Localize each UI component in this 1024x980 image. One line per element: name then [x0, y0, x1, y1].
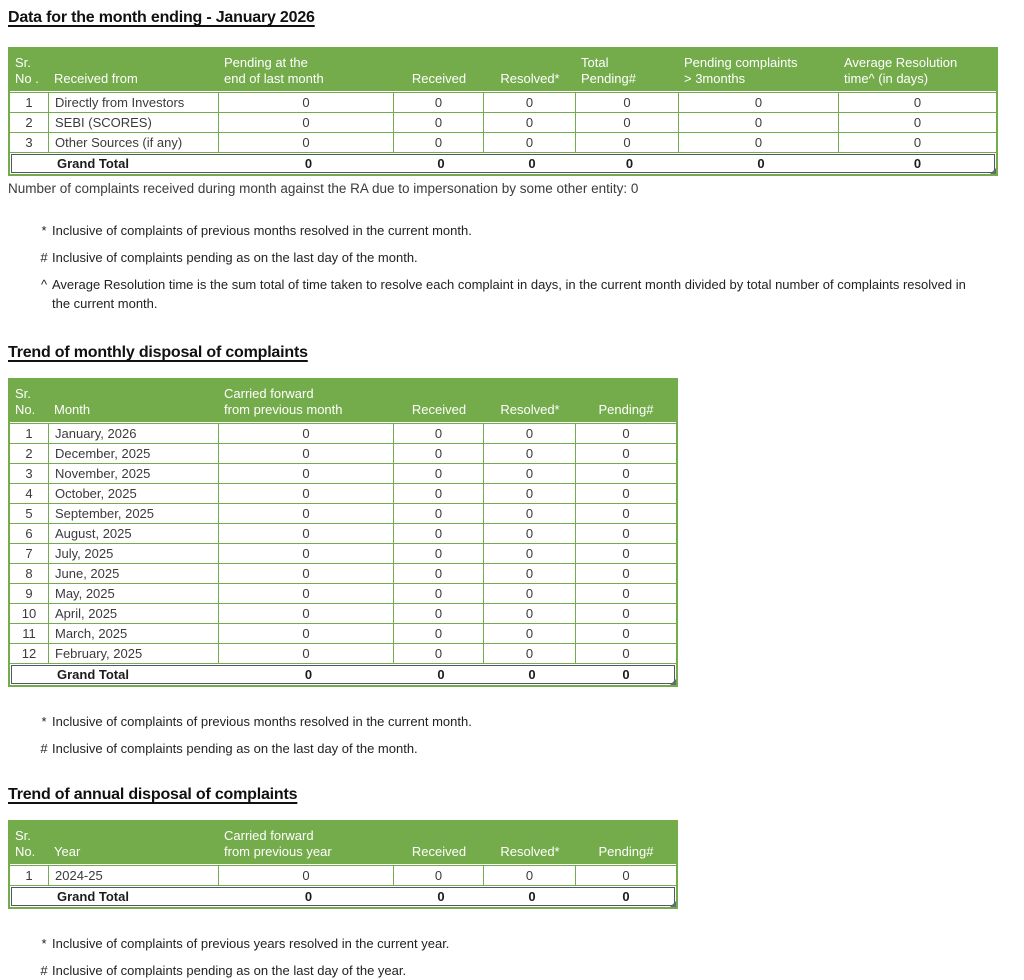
footnote-text: Inclusive of complaints pending as on the last day of the year.	[52, 963, 407, 978]
table-body	[10, 92, 996, 153]
table-cell: 0	[622, 646, 630, 661]
table-cell: 0	[622, 566, 630, 581]
table-header-row	[10, 380, 676, 422]
grand-total-value: 0	[528, 666, 536, 682]
table-body	[10, 423, 676, 664]
grand-total-label: Grand Total	[57, 155, 129, 171]
table-cell: SEBI (SCORES)	[49, 113, 219, 132]
table-row	[10, 464, 676, 484]
grand-total-row	[11, 665, 675, 684]
table-row	[10, 424, 676, 444]
footnote	[38, 275, 1016, 313]
table-row	[10, 584, 676, 604]
table-cell: 0	[394, 624, 484, 643]
table-row	[10, 644, 676, 664]
table-cell: 0	[484, 524, 576, 543]
table-row	[10, 504, 676, 524]
table-cell: 0	[576, 133, 679, 152]
table-cell: September, 2025	[49, 504, 219, 523]
table-cell: 0	[484, 504, 576, 523]
grand-total-value: 0	[622, 888, 630, 904]
table-cell: February, 2025	[49, 644, 219, 663]
table-cell: July, 2025	[49, 544, 219, 563]
grand-total-value: 0	[304, 666, 313, 682]
section-annual-trend	[8, 786, 1016, 980]
table-cell: 0	[219, 644, 394, 663]
monthly-trend-title: Trend of monthly disposal of complaints	[8, 344, 308, 361]
table-cell: 1	[10, 866, 49, 885]
footnote-marker: *	[41, 223, 47, 238]
table-cell: October, 2025	[49, 484, 219, 503]
grand-total-value: 0	[625, 155, 634, 171]
table-cell: 0	[484, 604, 576, 623]
table-cell: 0	[622, 546, 630, 561]
column-header-received-from: Received from	[54, 71, 138, 86]
corner-shadow-icon	[670, 679, 676, 685]
table-cell: 0	[484, 133, 576, 152]
table-cell: 0	[484, 584, 576, 603]
footnote	[38, 934, 1016, 953]
table-cell: 1	[10, 424, 49, 443]
table-cell: 0	[219, 604, 394, 623]
table-cell: 0	[394, 584, 484, 603]
column-header-sr-no: Sr. No .	[15, 55, 39, 86]
annual-trend-table	[8, 820, 678, 909]
table-row	[10, 484, 676, 504]
footnote	[38, 712, 1016, 731]
table-cell: 0	[219, 866, 394, 885]
table-cell: 12	[10, 644, 49, 663]
footnote-marker: #	[40, 250, 48, 265]
table-row	[10, 564, 676, 584]
column-header-pending-last-month: Pending at the end of last month	[224, 55, 324, 86]
grand-total-value: 0	[622, 666, 630, 682]
column-header-sr-no: Sr. No.	[15, 828, 36, 859]
footnote-marker: #	[40, 963, 48, 978]
table-cell: 0	[622, 626, 630, 641]
section-monthly-trend	[8, 344, 1016, 758]
table-cell: 0	[219, 524, 394, 543]
corner-shadow-icon	[670, 901, 676, 907]
grand-total-row	[11, 887, 675, 906]
column-header-resolved: Resolved*	[500, 402, 560, 417]
table-cell: 0	[219, 624, 394, 643]
footnote	[38, 221, 1016, 240]
footnotes-annual-trend	[38, 934, 1016, 980]
table-cell: 0	[484, 866, 576, 885]
table-row	[10, 524, 676, 544]
table-cell: 0	[576, 113, 679, 132]
table-cell: 0	[622, 466, 630, 481]
table-row	[10, 133, 996, 153]
table-cell: April, 2025	[49, 604, 219, 623]
footnote-text: Inclusive of complaints pending as on the last day of the month.	[52, 250, 418, 265]
table-cell: Directly from Investors	[49, 93, 219, 112]
table-cell: 0	[219, 424, 394, 443]
table-cell: 0	[219, 464, 394, 483]
table-cell: 0	[394, 504, 484, 523]
table-cell: 0	[484, 624, 576, 643]
table-cell: 0	[219, 564, 394, 583]
table-cell: 0	[219, 544, 394, 563]
table-body	[10, 865, 676, 886]
section-month-data	[8, 9, 1016, 313]
table-cell: 0	[484, 424, 576, 443]
table-row	[10, 624, 676, 644]
table-cell: 0	[394, 544, 484, 563]
column-header-carried-forward: Carried forward from previous year	[224, 828, 332, 859]
table-cell: May, 2025	[49, 584, 219, 603]
table-cell: 2024-25	[49, 866, 219, 885]
table-cell: 7	[10, 544, 49, 563]
column-header-total-pending: Total Pending#	[581, 55, 636, 86]
table-cell: 0	[219, 113, 394, 132]
column-header-pending: Pending#	[598, 844, 654, 859]
footnote-text: Inclusive of complaints of previous months resolved in the current month.	[52, 714, 472, 729]
table-cell: 0	[484, 93, 576, 112]
footnote	[38, 248, 1016, 267]
table-cell: 0	[679, 93, 839, 112]
table-cell: 0	[484, 484, 576, 503]
source-complaints-table	[8, 47, 998, 176]
table-cell: 0	[622, 526, 630, 541]
table-cell: 0	[219, 444, 394, 463]
table-cell: 0	[484, 544, 576, 563]
table-cell: 0	[622, 868, 630, 883]
grand-total-value: 0	[437, 888, 445, 904]
table-cell: 0	[219, 484, 394, 503]
grand-total-label: Grand Total	[57, 888, 129, 904]
grand-total-value: 0	[437, 666, 445, 682]
table-cell: 2	[10, 444, 49, 463]
grand-total-value: 0	[528, 888, 536, 904]
column-header-resolved: Resolved*	[500, 844, 560, 859]
footnotes-monthly-trend	[38, 712, 1016, 758]
column-header-received: Received	[411, 844, 467, 859]
table-cell: 2	[10, 113, 49, 132]
table-cell: 0	[622, 606, 630, 621]
column-header-sr-no: Sr. No.	[15, 386, 36, 417]
table-cell: 0	[394, 464, 484, 483]
grand-total-value: 0	[304, 155, 313, 171]
grand-total-value: 0	[913, 155, 922, 171]
grand-total-value: 0	[757, 155, 765, 171]
table-cell: 0	[622, 506, 630, 521]
table-cell: 6	[10, 524, 49, 543]
column-header-month: Month	[54, 402, 91, 417]
table-cell: 0	[913, 115, 922, 130]
table-header-row	[10, 49, 996, 91]
grand-total-value: 0	[437, 155, 445, 171]
footnotes-month-data	[38, 221, 1016, 313]
footnote-text: Inclusive of complaints pending as on the last day of the month.	[52, 741, 418, 756]
table-cell: 0	[394, 484, 484, 503]
table-cell: December, 2025	[49, 444, 219, 463]
table-cell: 0	[394, 564, 484, 583]
column-header-pending: Pending#	[598, 402, 654, 417]
table-cell: 0	[394, 93, 484, 112]
grand-total-row	[11, 154, 995, 173]
table-cell: 0	[913, 135, 922, 150]
table-cell: 0	[394, 133, 484, 152]
corner-shadow-icon	[990, 168, 996, 174]
table-cell: 0	[484, 644, 576, 663]
grand-total-value: 0	[528, 155, 536, 171]
table-cell: 11	[10, 624, 49, 643]
table-cell: 1	[10, 93, 49, 112]
table-cell: 0	[679, 113, 839, 132]
footnote-marker: ^	[40, 277, 48, 292]
table-cell: 0	[219, 504, 394, 523]
table-cell: June, 2025	[49, 564, 219, 583]
table-row	[10, 93, 996, 113]
footnote-marker: *	[41, 936, 47, 951]
table-cell: 3	[10, 133, 49, 152]
column-header-resolved: Resolved*	[500, 71, 560, 86]
annual-trend-title: Trend of annual disposal of complaints	[8, 786, 298, 803]
table-cell: 0	[394, 644, 484, 663]
table-header-row	[10, 822, 676, 864]
table-cell: 0	[219, 133, 394, 152]
column-header-pending-3months: Pending complaints > 3months	[684, 55, 798, 86]
footnote-text: Average Resolution time is the sum total of time taken to resolve each complaint in days, in the current month divided by total number of complaints resolved in the current month.	[52, 277, 966, 311]
table-cell: Other Sources (if any)	[49, 133, 219, 152]
column-header-avg-resolution: Average Resolution time^ (in days)	[844, 55, 958, 86]
table-cell: 3	[10, 464, 49, 483]
monthly-trend-table	[8, 378, 678, 687]
table-cell: 0	[394, 604, 484, 623]
table-cell: 0	[622, 486, 630, 501]
table-cell: 9	[10, 584, 49, 603]
footnote-text: Inclusive of complaints of previous years resolved in the current year.	[52, 936, 450, 951]
table-cell: 4	[10, 484, 49, 503]
table-cell: 0	[913, 95, 922, 110]
table-cell: 0	[219, 584, 394, 603]
table-cell: 0	[622, 426, 630, 441]
table-cell: 0	[394, 113, 484, 132]
table-cell: 0	[679, 133, 839, 152]
table-cell: 8	[10, 564, 49, 583]
column-header-received: Received	[411, 71, 467, 86]
table-cell: August, 2025	[49, 524, 219, 543]
grand-total-label: Grand Total	[57, 666, 129, 682]
table-cell: 5	[10, 504, 49, 523]
grand-total-value: 0	[304, 888, 313, 904]
table-cell: 0	[219, 93, 394, 112]
column-header-carried-forward: Carried forward from previous month	[224, 386, 343, 417]
impersonation-note: Number of complaints received during month against the RA due to impersonation by some other entity: 0	[8, 181, 639, 196]
table-cell: January, 2026	[49, 424, 219, 443]
footnote	[38, 961, 1016, 980]
footnote-marker: *	[41, 714, 47, 729]
table-row	[10, 866, 676, 886]
column-header-received: Received	[411, 402, 467, 417]
footnote-marker: #	[40, 741, 48, 756]
table-cell: 0	[622, 586, 630, 601]
table-cell: 0	[484, 113, 576, 132]
table-cell: November, 2025	[49, 464, 219, 483]
footnote	[38, 739, 1016, 758]
table-cell: 0	[394, 866, 484, 885]
table-cell: 0	[484, 564, 576, 583]
table-cell: 0	[484, 444, 576, 463]
table-row	[10, 113, 996, 133]
table-row	[10, 544, 676, 564]
table-cell: 10	[10, 604, 49, 623]
column-header-year: Year	[54, 844, 81, 859]
table-cell: 0	[576, 93, 679, 112]
footnote-text: Inclusive of complaints of previous months resolved in the current month.	[52, 223, 472, 238]
table-cell: 0	[394, 444, 484, 463]
table-cell: 0	[394, 524, 484, 543]
table-cell: 0	[394, 424, 484, 443]
table-cell: March, 2025	[49, 624, 219, 643]
month-data-title: Data for the month ending - January 2026	[8, 9, 315, 26]
table-row	[10, 604, 676, 624]
table-cell: 0	[622, 446, 630, 461]
table-cell: 0	[484, 464, 576, 483]
table-row	[10, 444, 676, 464]
